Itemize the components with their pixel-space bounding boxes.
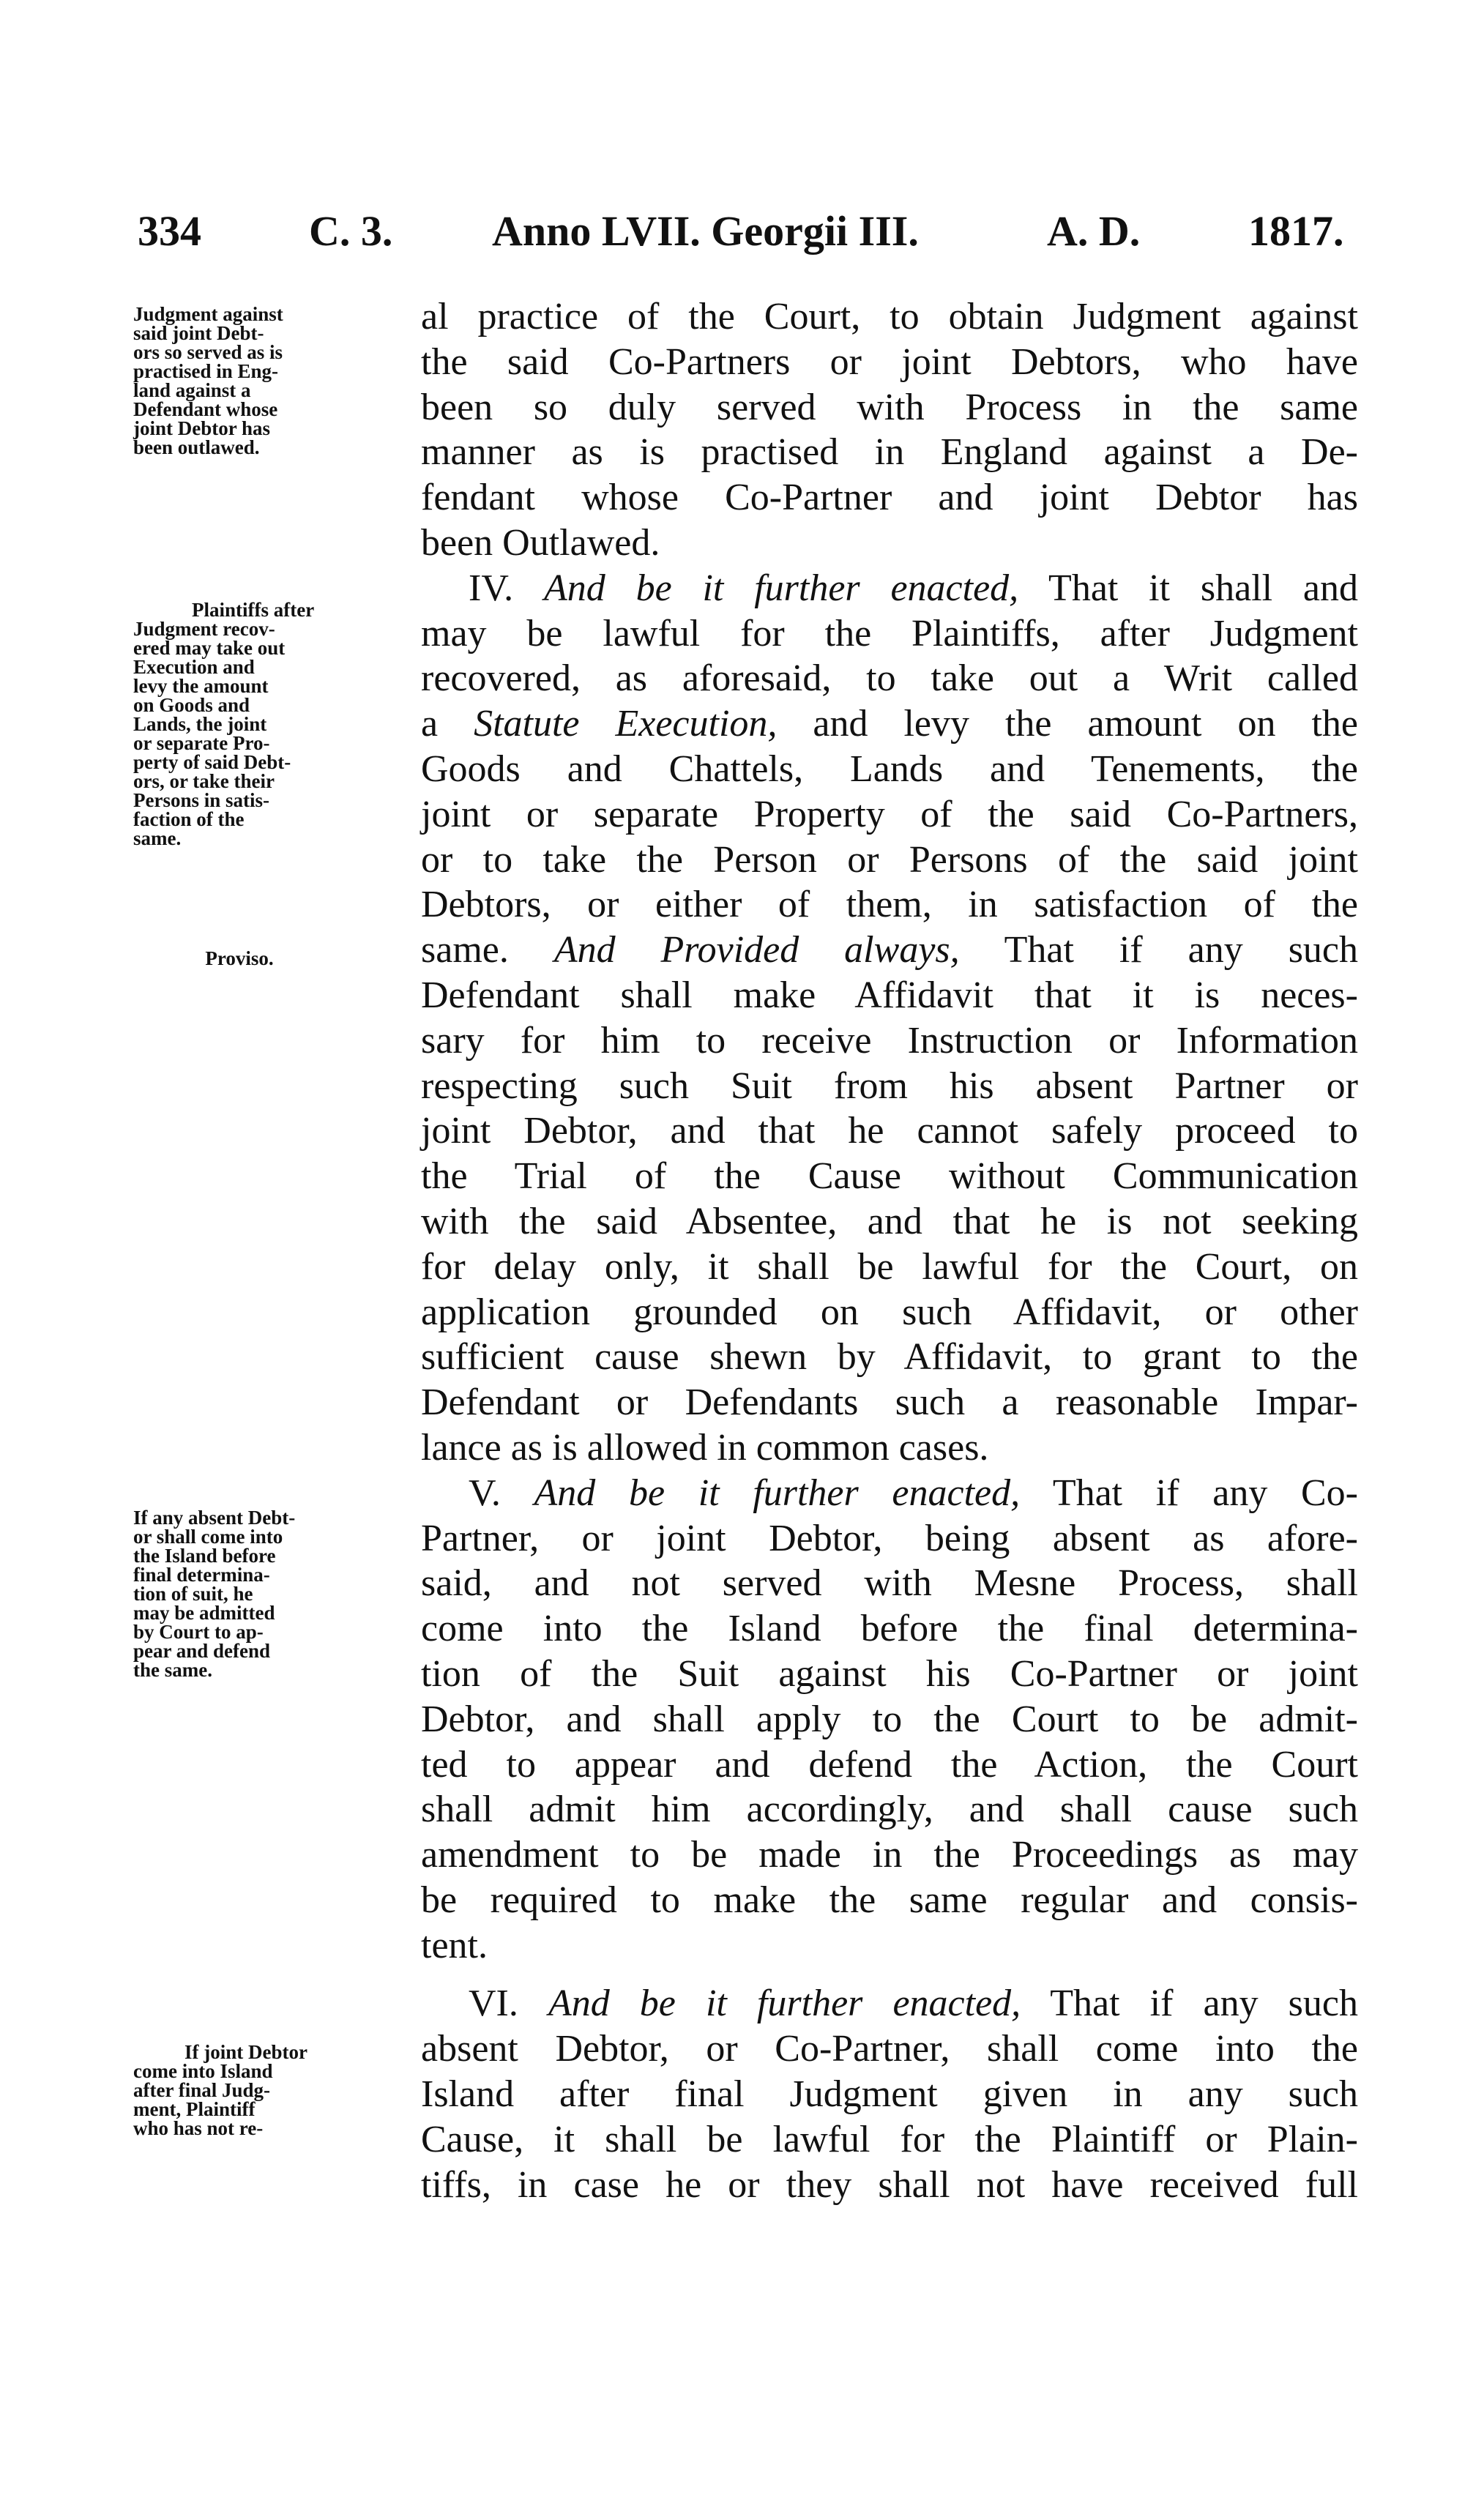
note-line: Judgment against [133, 303, 283, 325]
note-line: ered may take out [133, 637, 286, 659]
text-line: Island after final Judgment given in any such [421, 2073, 1358, 2116]
note-line: Lands, the joint [133, 713, 267, 735]
note-line: or separate Pro- [133, 732, 270, 754]
note-line: Persons in satis- [133, 789, 270, 811]
note-line: been outlawed. [133, 436, 260, 458]
text-line: be required to make the same regular and consis- [421, 1879, 1358, 1921]
note-line: practised in Eng- [133, 360, 279, 382]
text-line: or to take the Person or Persons of the said joint [421, 838, 1358, 881]
note-line: said joint Debt- [133, 322, 264, 344]
note-line: by Court to ap- [133, 1621, 264, 1643]
text-line: joint or separate Property of the said Co-Partners, [421, 793, 1358, 835]
marginal-note [133, 305, 404, 457]
note-line: come into Island [133, 2060, 273, 2082]
text-line: Defendant shall make Affidavit that it is neces- [421, 974, 1358, 1016]
text-line: manner as is practised in England against a De- [421, 431, 1358, 474]
anno-domini: A. D. [1047, 207, 1141, 255]
note-line: faction of the [133, 808, 245, 830]
text-line: al practice of the Court, to obtain Judgment against [421, 296, 1358, 337]
marginal-note [133, 949, 346, 968]
note-line: land against a [133, 379, 251, 401]
note-line: pear and defend [133, 1640, 271, 1662]
text-line: V. And be it further enacted, That if any Co- [469, 1472, 1358, 1514]
text-line: the Trial of the Cause without Communication [421, 1155, 1358, 1198]
text-line: respecting such Suit from his absent Partner or [421, 1064, 1358, 1107]
text-line: tion of the Suit against his Co-Partner or joint [421, 1652, 1358, 1695]
note-line: ors, or take their [133, 770, 275, 792]
text-line: may be lawful for the Plaintiffs, after Judgment [421, 612, 1358, 654]
note-line: Execution and [133, 656, 255, 678]
text-line: same. And Provided always, That if any such [421, 929, 1359, 971]
note-line: or shall come into [133, 1526, 283, 1548]
page-number: 334 [138, 207, 201, 255]
text-line: absent Debtor, or Co-Partner, shall come into the [421, 2028, 1358, 2070]
text-line: Partner, or joint Debtor, being absent as afore- [421, 1517, 1358, 1559]
note-line: same. [133, 827, 182, 849]
text-line: with the said Absentee, and that he is not seeking [421, 1200, 1358, 1242]
note-line: ors so served as is [133, 341, 283, 363]
text-line: ted to appear and defend the Action, the Court [421, 1743, 1358, 1786]
text-line: fendant whose Co-Partner and joint Debtor has [421, 477, 1358, 519]
note-line: If any absent Debt- [133, 1507, 296, 1529]
marginal-note [133, 1508, 404, 1679]
note-line: perty of said Debt- [133, 751, 291, 773]
text-line: tiffs, in case he or they shall not have received full [421, 2163, 1358, 2206]
text-line: VI. And be it further enacted, That if any such [469, 1983, 1358, 2025]
note-line: Plaintiffs after [192, 599, 315, 621]
text-line: for delay only, it shall be lawful for the Court, on [421, 1245, 1358, 1288]
note-line: who has not re- [133, 2117, 264, 2139]
note-line: the same. [133, 1659, 212, 1681]
text-line: lance as is allowed in common cases. [421, 1426, 989, 1469]
text-line: sary for him to receive Instruction or Information [421, 1019, 1358, 1062]
note-line: joint Debtor has [133, 417, 271, 439]
text-line: come into the Island before the final determina- [421, 1608, 1358, 1650]
note-line: If joint Debtor [184, 2041, 307, 2063]
chapter-label: C. 3. [309, 207, 393, 255]
text-line: shall admit him accordingly, and shall cause such [421, 1788, 1358, 1831]
note-line: Defendant whose [133, 398, 278, 420]
text-line: a Statute Execution, and levy the amount on the [421, 703, 1358, 745]
text-line: been Outlawed. [421, 521, 660, 564]
text-line: the said Co-Partners or joint Debtors, who have [421, 340, 1358, 383]
note-line: levy the amount [133, 675, 269, 697]
note-line: final determina- [133, 1564, 270, 1586]
text-line: Debtor, and shall apply to the Court to be admit- [421, 1698, 1358, 1740]
note-line: Judgment recov- [133, 618, 275, 640]
note-line: tion of suit, he [133, 1583, 253, 1605]
text-line: recovered, as aforesaid, to take out a Writ called [421, 657, 1358, 700]
text-line: been so duly served with Process in the same [421, 386, 1358, 428]
text-line: application grounded on such Affidavit, or other [421, 1291, 1358, 1333]
text-line: sufficient cause shewn by Affidavit, to grant to the [421, 1336, 1358, 1379]
note-line: may be admitted [133, 1602, 275, 1624]
text-line: IV. And be it further enacted, That it shall and [469, 567, 1359, 609]
text-line: joint Debtor, and that he cannot safely proceed to [421, 1110, 1358, 1152]
text-line: Cause, it shall be lawful for the Plaintiff or Plain- [421, 2118, 1358, 2160]
body-text [421, 294, 1358, 2207]
marginal-note [133, 600, 404, 848]
regnal-year: Anno LVII. Georgii III. [492, 207, 919, 255]
note-line: after final Judg- [133, 2079, 270, 2101]
note-line: Proviso. [205, 947, 274, 969]
text-line: said, and not served with Mesne Process, shall [421, 1562, 1358, 1605]
marginal-note [133, 2043, 404, 2138]
text-line: Defendant or Defendants such a reasonable Impar- [421, 1381, 1358, 1424]
note-line: on Goods and [133, 694, 250, 716]
text-line: tent. [421, 1924, 488, 1966]
note-line: ment, Plaintiff [133, 2098, 256, 2120]
text-line: amendment to be made in the Proceedings as may [421, 1834, 1358, 1876]
year: 1817. [1248, 207, 1344, 255]
note-line: the Island before [133, 1545, 276, 1567]
text-line: Debtors, or either of them, in satisfaction of the [421, 884, 1358, 926]
text-line: Goods and Chattels, Lands and Tenements, the [421, 747, 1358, 790]
